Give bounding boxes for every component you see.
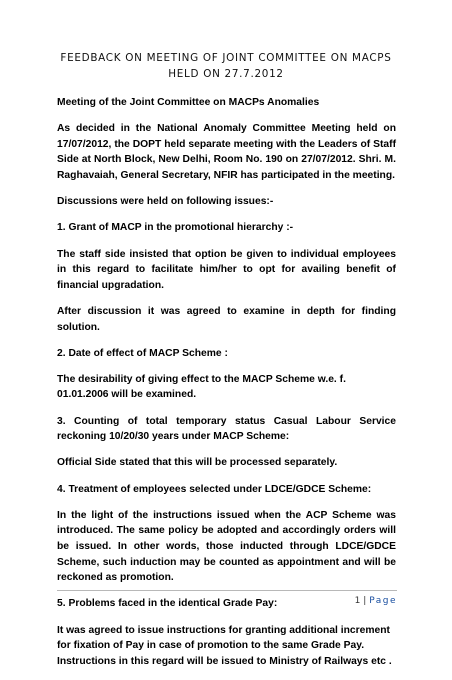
intro-paragraph: As decided in the National Anomaly Committee Meeting held on 17/07/2012, the DOPT held separate meeting with the Leaders of Staff Side at North Block, New Delhi, Room No. 190 on 27/07/2012. Shri. M. Raghavaiah, General Secretary, NFIR has participated in the meeting.: [57, 123, 396, 181]
issue-1-text: The staff side insisted that option be given to individual employees in this regard to facilitate him/her to opt for availing benefit of financial upgradation.: [57, 248, 396, 291]
issue-3-text: Official Side stated that this will be processed separately.: [57, 457, 338, 469]
document-title: [40, 50, 412, 82]
page-footer: [355, 596, 397, 606]
issue-3-heading: 3. Counting of total temporary status Casual Labour Service reckoning 10/20/30 years under MACP Scheme:: [57, 415, 396, 443]
page-number: 1: [354, 596, 361, 606]
page-label: Page: [369, 596, 397, 606]
issue-4-heading: 4. Treatment of employees selected under LDCE/GDCE Scheme:: [57, 483, 372, 495]
issue-2-text: The desirability of giving effect to the MACP Scheme w.e. f. 01.01.2006 will be examined.: [57, 373, 346, 401]
issue-5-heading: 5. Problems faced in the identical Grade Pay:: [57, 598, 278, 610]
meeting-heading: Meeting of the Joint Committee on MACPs Anomalies: [57, 97, 320, 108]
title-line-1: FEEDBACK ON MEETING OF JOINT COMMITTEE ON MACPS: [60, 52, 392, 64]
issue-5-text: It was agreed to issue instructions for granting additional increment for fixation of Pay in case of promotion to the same Grade Pay. Instructions in this regard will be issued to Ministry of Railways etc .: [57, 624, 392, 667]
discussion-intro: Discussions were held on following issues:-: [57, 196, 274, 208]
title-line-2: HELD ON 27.7.2012: [168, 68, 284, 80]
footer-separator: |: [363, 596, 367, 606]
footer-divider: [57, 590, 397, 591]
issue-4-text: In the light of the instructions issued when the ACP Scheme was introduced. The same policy be adopted and accordingly orders will be issued. In other words, those inducted through LDCE/GDCE Scheme, such induction may be counted as appointment and will be reckoned as promotion.: [57, 509, 396, 584]
issue-2-heading: 2. Date of effect of MACP Scheme :: [57, 347, 228, 359]
document-body: [57, 95, 396, 680]
issue-1-heading: 1. Grant of MACP in the promotional hierarchy :-: [57, 222, 294, 234]
issue-1-outcome: After discussion it was agreed to examine in depth for finding solution.: [57, 305, 396, 333]
